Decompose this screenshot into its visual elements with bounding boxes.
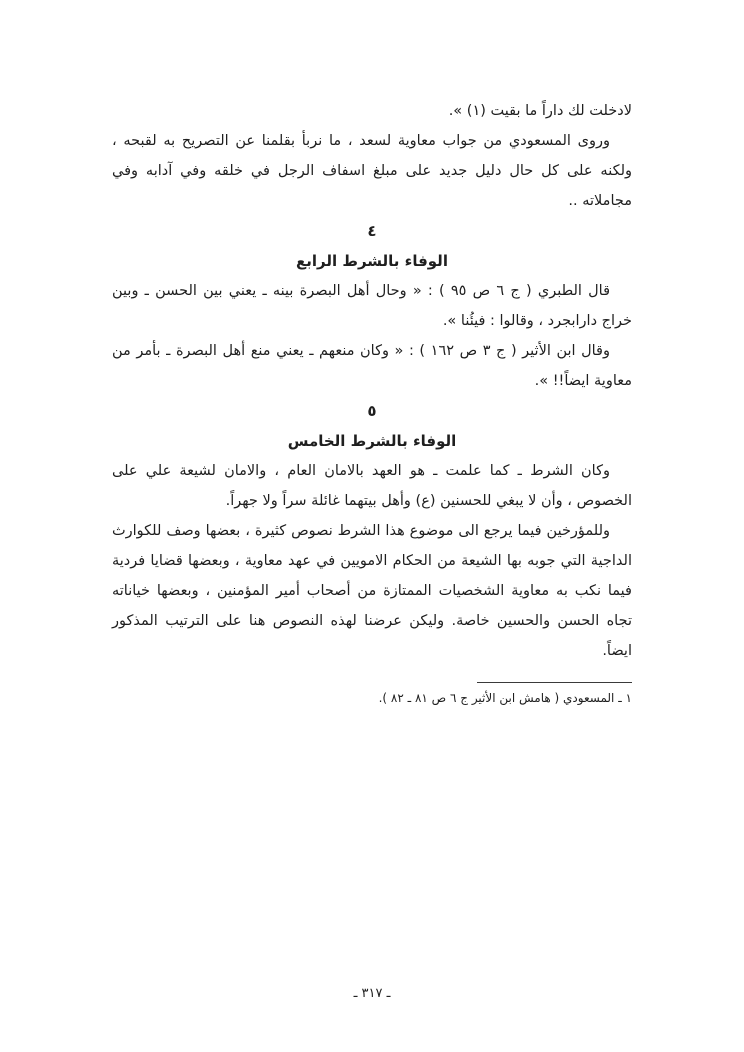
- quote-closing-line: لادخلت لك داراً ما بقيت (١) ».: [448, 103, 632, 119]
- paragraph-tabari-quote: قال الطبري ( ج ٦ ص ٩٥ ) : « وحال أهل البصرة بينه ـ يعني بين الحسن ـ وبين خراج دارابجرد ، وقالوا : فيئُنا ».: [112, 283, 632, 329]
- page-number: ـ ٣١٧ ـ: [353, 986, 391, 1001]
- paragraph-ibn-athir-quote: وقال ابن الأثير ( ج ٣ ص ١٦٢ ) : « وكان منعهم ـ يعني منع أهل البصرة ـ بأمر من معاوية ايضاً!! ».: [112, 343, 632, 389]
- paragraph-fifth-condition-definition: وكان الشرط ـ كما علمت ـ هو العهد بالامان العام ، والامان لشيعة علي على الخصوص ، وأن لا يبغي للحسنين (ع) وأهل بيتهما غائلة سراً ولا جهراً.: [112, 463, 632, 509]
- section-heading-fifth-condition: الوفاء بالشرط الخامس: [287, 432, 457, 450]
- page-body: [112, 96, 632, 709]
- footnote: ١ ـ المسعودي ( هامش ابن الأثير ج ٦ ص ٨١ ـ ٨٢ ).: [378, 691, 632, 705]
- paragraph-historians-sources: وللمؤرخين فيما يرجع الى موضوع هذا الشرط نصوص كثيرة ، بعضها وصف للكوارث الداجية التي جوبه بها الشيعة من الحكام الامويين في عهد معاوية ، وبعضها قضايا فردية فيما نكب به معاوية الشخصيات الممتازة من أصحاب أمير المؤمنين ، وبعضها خياناته تجاه الحسن والحسين خاصة. وليكن عرضنا لهذه النصوص هنا على الترتيب المذكور ايضاً.: [112, 523, 632, 659]
- section-heading-fourth-condition: الوفاء بالشرط الرابع: [296, 252, 448, 270]
- footnote-separator: [477, 682, 632, 683]
- section-number-4: ٤: [367, 222, 377, 240]
- section-number-5: ٥: [367, 402, 377, 420]
- paragraph-masudi-comment: وروى المسعودي من جواب معاوية لسعد ، ما نربأ بقلمنا عن التصريح به لقبحه ، ولكنه على كل حال دليل جديد على مبلغ اسفاف الرجل في خلقه وفي آدابه وفي مجاملاته ..: [112, 133, 632, 209]
